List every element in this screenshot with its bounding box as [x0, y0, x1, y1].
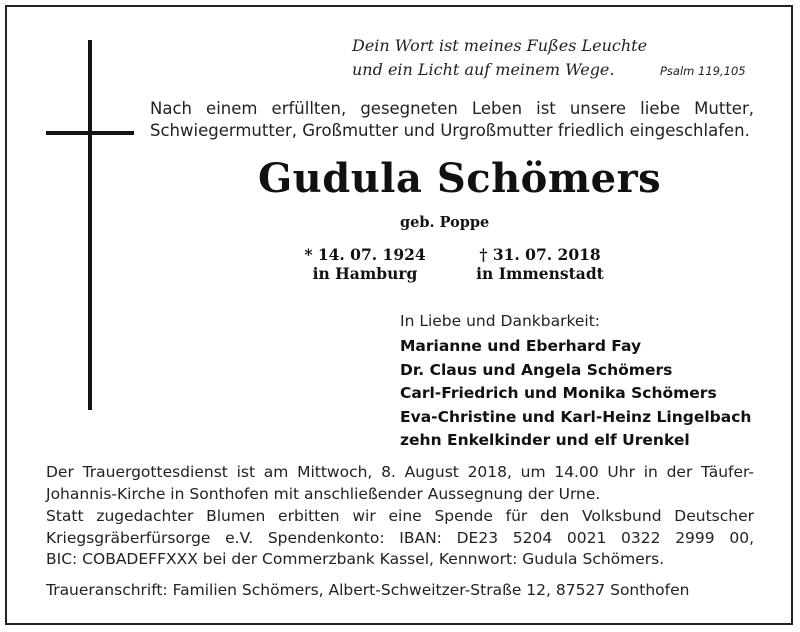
donation-text [46, 506, 754, 571]
birth-date: * 14. 07. 1924 [304, 245, 426, 264]
maiden-name: geb. Poppe [400, 214, 490, 231]
donation-line-1: Statt zugedachter Blumen erbitten wir eine Spende für den Volksbund Deutscher [46, 507, 754, 525]
address-line: Traueranschrift: Familien Schömers, Albert-Schweitzer-Straße 12, 87527 Sonthofen [46, 581, 690, 599]
intro-line-1: Nach einem erfüllten, gesegneten Leben ist unsere liebe Mutter, [150, 99, 754, 118]
intro-line-2: Schwiegermutter, Großmutter und Urgroßmutter friedlich eingeschlafen. [150, 121, 750, 140]
death-date: † 31. 07. 2018 [479, 245, 601, 264]
mourner-name: Marianne und Eberhard Fay [400, 337, 642, 355]
verse-line-2: und ein Licht auf meinem Wege. [352, 60, 615, 79]
donation-line-3: BIC: COBADEFFXXX bei der Commerzbank Kassel, Kennwort: Gudula Schömers. [46, 550, 665, 568]
mourner-name: Carl-Friedrich und Monika Schömers [400, 384, 717, 402]
service-line-1: Der Trauergottesdienst ist am Mittwoch, 8. August 2018, um 14.00 Uhr in der Täufer- [46, 463, 754, 481]
mourner-name: zehn Enkelkinder und elf Urenkel [400, 431, 690, 449]
mourner-name: Dr. Claus und Angela Schömers [400, 360, 673, 379]
mourner-name: Eva-Christine und Karl-Heinz Lingelbach [400, 407, 752, 426]
cross-horizontal-bar [46, 131, 134, 135]
mourners-list [400, 335, 751, 453]
service-text [46, 462, 754, 505]
verse-line-1: Dein Wort ist meines Fußes Leuchte [352, 36, 648, 55]
verse-reference: Psalm 119,105 [660, 64, 746, 78]
donation-line-2: Kriegsgräberfürsorge e.V. Spendenkonto: IBAN: DE23 5204 0021 0322 2999 00, [46, 528, 754, 547]
death-info [470, 245, 610, 283]
birth-info [300, 245, 430, 283]
service-line-2: Johannis-Kirche in Sonthofen mit anschließender Aussegnung der Urne. [46, 484, 601, 503]
cross-vertical-bar [88, 40, 92, 410]
mourners-heading: In Liebe und Dankbarkeit: [400, 312, 601, 330]
death-place: in Immenstadt [476, 264, 604, 283]
address-text [46, 580, 754, 602]
intro-text [150, 98, 754, 142]
birth-place: in Hamburg [312, 264, 418, 283]
deceased-name: Gudula Schömers [258, 155, 662, 202]
